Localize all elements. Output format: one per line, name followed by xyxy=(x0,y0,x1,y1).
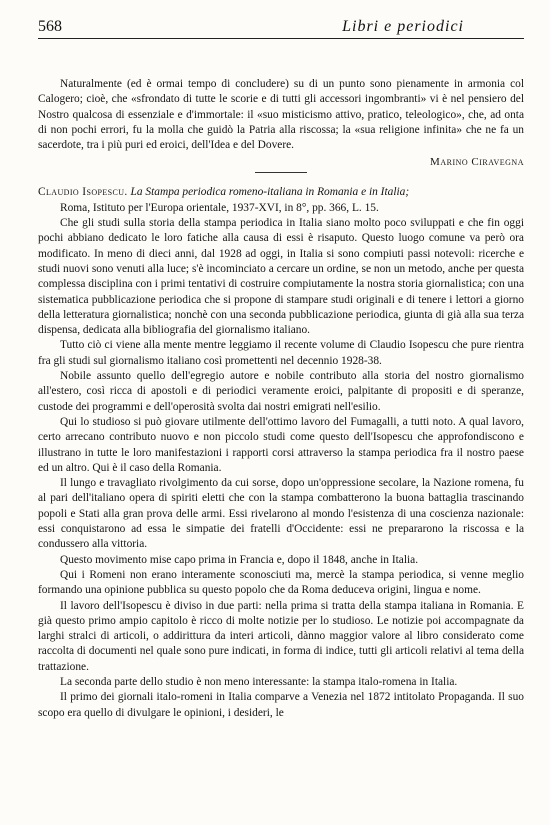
running-title: Libri e periodici xyxy=(342,18,464,35)
review-book-author: Claudio Isopescu. xyxy=(38,186,128,199)
review-paragraph: La seconda parte dello studio è non meno interessante: la stampa italo-romena in Italia. xyxy=(60,675,458,688)
review-book-details: Roma, Istituto per l'Europa orientale, 1937-XVI, in 8°, pp. 366, L. 15. xyxy=(60,201,379,214)
review-paragraph: Questo movimento mise capo prima in Francia e, dopo il 1848, anche in Italia. xyxy=(60,553,419,566)
reviewer-signature: Marino Ciravegna xyxy=(430,156,524,169)
review-paragraph: Qui lo studioso si può giovare utilmente dell'ottimo lavoro del Fumagalli, a tutti noto. A qual lavoro, certo arrecano contributo nuovo e non piccolo studi come questo dell'Isopescu che approfondiscono e illustrano in tutte le loro manifestazioni i rapporti corsi attraverso la stampa periodica fra il nostro paese ed un altro. Qui è il caso della Romania. xyxy=(38,415,524,474)
section-divider xyxy=(255,172,307,173)
review-paragraph: Che gli studi sulla storia della stampa periodica in Italia siano molto poco sviluppati e che fin oggi pochi abbiano dedicato le loro fatiche alla causa di essi è risaputo. Questo luogo comune va però ora modificato. In meno di dieci anni, dal 1928 ad oggi, in Italia si sono compiuti passi notevoli: ricerche e studi nuovi sono venuti alla luce; s'è incominciato a cercare un ordine, se non un metodo, anche per questa complessa disciplina con i primi tentativi di costruire compiutamente la nostra storia giornalistica; con una sistematica pubblicazione periodica che si propone di stampare studi originali e di tenere i lettori a giorno della letteratura giornalistica; nonchè con una seconda pubblicazione periodica, giunta di già alla sua terza dispensa, dedicata alla bibliografia del giornalismo italiano. xyxy=(38,217,524,337)
review-paragraph: Il lungo e travagliato rivolgimento da cui sorse, dopo un'oppressione secolare, la Nazione romena, fu al pari dell'italiano opera di spiriti eletti che con la stampa combatterono la buona battaglia trascinando popoli e Stati alla gran prova delle armi. Essi rivelarono al mondo l'esistenza di una coscienza nazionale: essi conquistarono ad essa le simpatie dei fratelli d'Occidente: essi ne prepararono la riscossa e la condussero alla vittoria. xyxy=(38,477,524,551)
review-citation xyxy=(38,185,524,216)
review-book-title: La Stampa periodica romeno-italiana in Romania e in Italia; xyxy=(130,186,410,199)
review-paragraph: Il lavoro dell'Isopescu è diviso in due parti: nella prima si tratta della stampa italiana in Romania. E già questo primo ampio capitolo è ricco di molte notizie per lo studioso. Le notizie poi accompagnate da larghi stralci di articoli, o addirittura da interi articoli, dànno maggior valore al libro considerato come raccolta di documenti nel quale sono pure indicati, in forma di indice, tutti gli articoli relativi al tema della trattazione. xyxy=(38,599,524,673)
review-paragraph: Tutto ciò ci viene alla mente mentre leggiamo il recente volume di Claudio Isopescu che pure rientra fra gli studi sul giornalismo italiano così promettenti nel decennio 1928-38. xyxy=(38,339,524,367)
review-paragraph: Qui i Romeni non erano interamente sconosciuti ma, mercè la stampa periodica, si venne meglio formando una opinione pubblica su questo popolo che da Roma deduceva origini, lingua e nome. xyxy=(38,568,524,597)
review-paragraph: Nobile assunto quello dell'egregio autore e nobile contributo alla storia del nostro giornalismo all'estero, così ricca di apostoli e di periodici veramente eroici, palpitante di propositi e di speranze, custode dei programmi e dell'operosità svolta dai nostri emigrati nell'esilio. xyxy=(38,370,524,413)
previous-review-paragraph: Naturalmente (ed è ormai tempo di concludere) su di un punto sono pienamente in armonia col Calogero; cioè, che «sfrondato di tutte le scorie e di tutti gli accessori ingombranti» vi è nel pensiero del Nostro qualcosa di essenziale e d'immortale: il «suo misticismo attivo, pratico, teleologico», che, ad onta di non pochi errori, fu la molla che guidò la Patria alla riscossa; la «sua religione infinita» che ne fa un sacerdote, tra i più puri ed eroici, dell'Idea e del Dovere. xyxy=(38,78,524,152)
review-paragraph: Il primo dei giornali italo-romeni in Italia comparve a Venezia nel 1872 intitolato Propaganda. Il suo scopo era quello di divulgare le opinioni, i desideri, le xyxy=(38,691,524,719)
page-number: 568 xyxy=(38,18,62,35)
page-header xyxy=(38,18,524,39)
